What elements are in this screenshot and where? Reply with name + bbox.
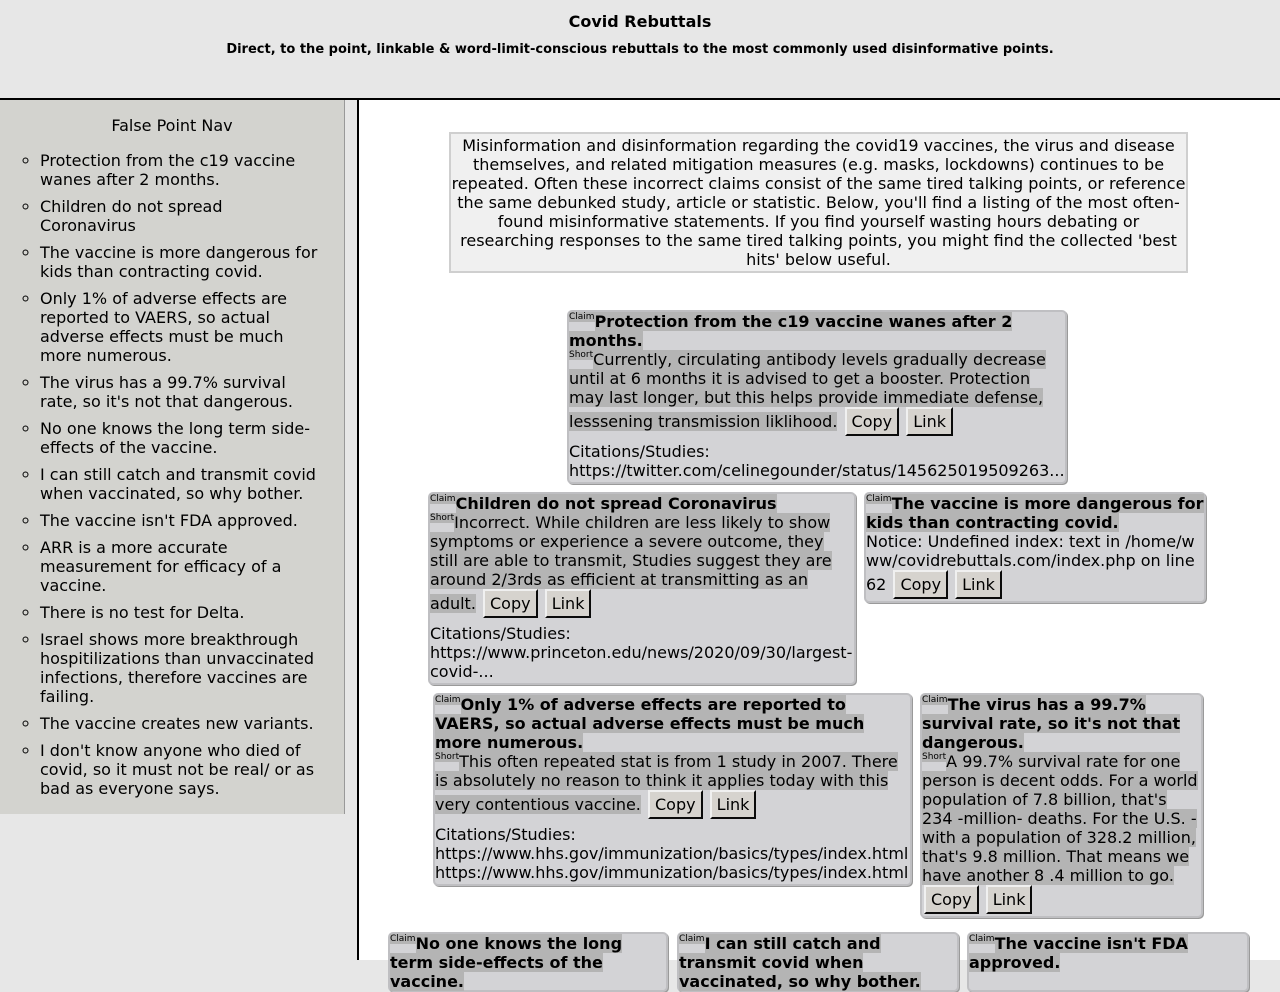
nav-item-transmit[interactable]: ◦ I can still catch and transmit covid when vaccinated, so why bother.	[40, 465, 344, 503]
short-text: Notice: Undefined index: text in /home/www/covidrebuttals.com/index.php on line 62	[866, 532, 1195, 594]
copy-button[interactable]: Copy	[893, 570, 948, 599]
rebuttal-card	[433, 693, 912, 886]
short-text: A 99.7% survival rate for one person is decent odds. For a world population of 7.8 billion, that's 234 -million- deaths. For the U.S. - with a population of 328.2 million, that's 9.8 million. That means we have another 8 .4 million to go.	[922, 752, 1198, 885]
short-rebuttal	[866, 532, 1204, 599]
short-rebuttal	[430, 513, 854, 618]
citations	[569, 442, 1065, 480]
rebuttal-card	[864, 492, 1206, 603]
link-button[interactable]: Link	[545, 589, 592, 618]
intro-box: Misinformation and disinformation regarding the covid19 vaccines, the virus and disease themselves, and related mitigation measures (e.g. masks, lockdowns) continues to be repeated. Often these incorrect claims consist of the same tired talking points, or reference the same debunked study, article or statistic. Below, you'll find a listing of the most often-found misinformative statements. If you find yourself wasting hours debating or researching responses to the same tired talking points, you might find the collected 'best hits' below useful.	[449, 132, 1188, 273]
nav-item-children-spread[interactable]: ◦ Children do not spread Coronavirus	[40, 197, 344, 235]
link-button[interactable]: Link	[710, 790, 757, 819]
nav-item-variants[interactable]: ◦ The vaccine creates new variants.	[40, 714, 344, 733]
citation-link[interactable]: https://www.hhs.gov/immunization/basics/types/index.html	[435, 844, 909, 863]
short-text: Incorrect. While children are less likely to show symptoms or experience a severe outcome, they still are able to transmit, Studies suggest they are around 2/3rds as efficient at transmitting as an adult.	[430, 513, 832, 613]
claim	[866, 494, 1204, 532]
nav-item-waning[interactable]: ◦ Protection from the c19 vaccine wanes after 2 months.	[40, 151, 344, 189]
short-text: This often repeated stat is from 1 study in 2007. There is absolutely no reason to think it applies today with this very contentious vaccine.	[435, 752, 898, 814]
citation-link[interactable]: https://www.hhs.gov/immunization/basics/types/index.html	[435, 863, 909, 882]
claim-tag: Claim	[922, 695, 948, 705]
claim-text: The vaccine isn't FDA approved.	[969, 934, 1188, 972]
page-title: Covid Rebuttals	[568, 12, 712, 31]
link-button[interactable]: Link	[986, 885, 1033, 914]
short-tag: Short	[430, 513, 455, 523]
page-subtitle: Direct, to the point, linkable & word-limit-conscious rebuttals to the most commonly used disinformative points.	[226, 42, 1054, 57]
claim	[922, 695, 1201, 752]
nav-item-vaers[interactable]: ◦ Only 1% of adverse effects are reported to VAERS, so actual adverse effects must be much more numerous.	[40, 289, 344, 365]
claim-text: Protection from the c19 vaccine wanes after 2 months.	[569, 312, 1013, 350]
claim-text: Children do not spread Coronavirus	[455, 494, 777, 513]
short-rebuttal	[569, 350, 1065, 436]
nav-item-survival-rate[interactable]: ◦ The virus has a 99.7% survival rate, so it's not that dangerous.	[40, 373, 344, 411]
claim	[435, 695, 910, 752]
claim-text: I can still catch and transmit covid when vaccinated, so why bother.	[679, 934, 921, 991]
page-header	[0, 0, 1280, 100]
claim-tag: Claim	[679, 934, 705, 944]
short-tag: Short	[435, 752, 460, 762]
rebuttal-card	[677, 932, 959, 992]
nav-item-israel[interactable]: ◦ Israel shows more breakthrough hospitilizations than unvaccinated infections, therefore vaccines are failing.	[40, 630, 344, 706]
nav-item-delta-test[interactable]: ◦ There is no test for Delta.	[40, 603, 344, 622]
claim-tag: Claim	[569, 312, 595, 322]
nav-list	[0, 151, 344, 798]
nav-item-fda[interactable]: ◦ The vaccine isn't FDA approved.	[40, 511, 344, 530]
short-rebuttal	[435, 752, 910, 819]
copy-button[interactable]: Copy	[845, 407, 900, 436]
citations	[435, 825, 910, 882]
citation-link[interactable]: https://twitter.com/celinegounder/status/145625019509263...	[569, 461, 1065, 480]
claim-tag: Claim	[435, 695, 461, 705]
short-text: Currently, circulating antibody levels gradually decrease until at 6 months it is advised to get a booster. Protection may last longer, but this helps provide immediate defense, lesssening transmission liklihood.	[569, 350, 1046, 431]
claim-tag: Claim	[866, 494, 892, 504]
nav-item-arr[interactable]: ◦ ARR is a more accurate measurement for efficacy of a vaccine.	[40, 538, 344, 595]
claim-tag: Claim	[969, 934, 995, 944]
claim-tag: Claim	[430, 494, 456, 504]
citations-label: Citations/Studies:	[430, 624, 571, 643]
claim	[430, 494, 854, 513]
citation-link[interactable]: https://www.princeton.edu/news/2020/09/30/largest-covid-...	[430, 643, 853, 681]
claim	[569, 312, 1065, 350]
short-tag: Short	[922, 752, 947, 762]
copy-button[interactable]: Copy	[924, 885, 979, 914]
nav-item-dont-know-anyone[interactable]: ◦ I don't know anyone who died of covid, so it must not be real/ or as bad as everyone says.	[40, 741, 344, 798]
claim	[969, 934, 1247, 972]
short-rebuttal	[922, 752, 1201, 914]
citations-label: Citations/Studies:	[435, 825, 576, 844]
rebuttal-card	[967, 932, 1249, 992]
main-content	[359, 100, 1280, 991]
link-button[interactable]: Link	[906, 407, 953, 436]
claim-text: The vaccine is more dangerous for kids than contracting covid.	[866, 494, 1204, 532]
claim-text: The virus has a 99.7% survival rate, so it's not that dangerous.	[922, 695, 1181, 752]
link-button[interactable]: Link	[955, 570, 1002, 599]
citations-label: Citations/Studies:	[569, 442, 710, 461]
rebuttal-card	[428, 492, 856, 685]
claim-tag: Claim	[390, 934, 416, 944]
copy-button[interactable]: Copy	[483, 589, 538, 618]
nav-item-long-term[interactable]: ◦ No one knows the long term side-effects of the vaccine.	[40, 419, 344, 457]
copy-button[interactable]: Copy	[648, 790, 703, 819]
claim-text: No one knows the long term side-effects of the vaccine.	[390, 934, 623, 991]
rebuttal-card	[920, 693, 1203, 918]
citations	[430, 624, 854, 681]
short-tag: Short	[569, 350, 594, 360]
rebuttal-card	[567, 310, 1067, 484]
claim	[679, 934, 957, 991]
rebuttal-card	[388, 932, 668, 992]
nav-title: False Point Nav	[111, 116, 233, 135]
false-point-nav	[0, 100, 345, 814]
claim-text: Only 1% of adverse effects are reported to VAERS, so actual adverse effects must be much more numerous.	[435, 695, 865, 752]
nav-item-kids-danger[interactable]: ◦ The vaccine is more dangerous for kids than contracting covid.	[40, 243, 344, 281]
claim	[390, 934, 666, 991]
